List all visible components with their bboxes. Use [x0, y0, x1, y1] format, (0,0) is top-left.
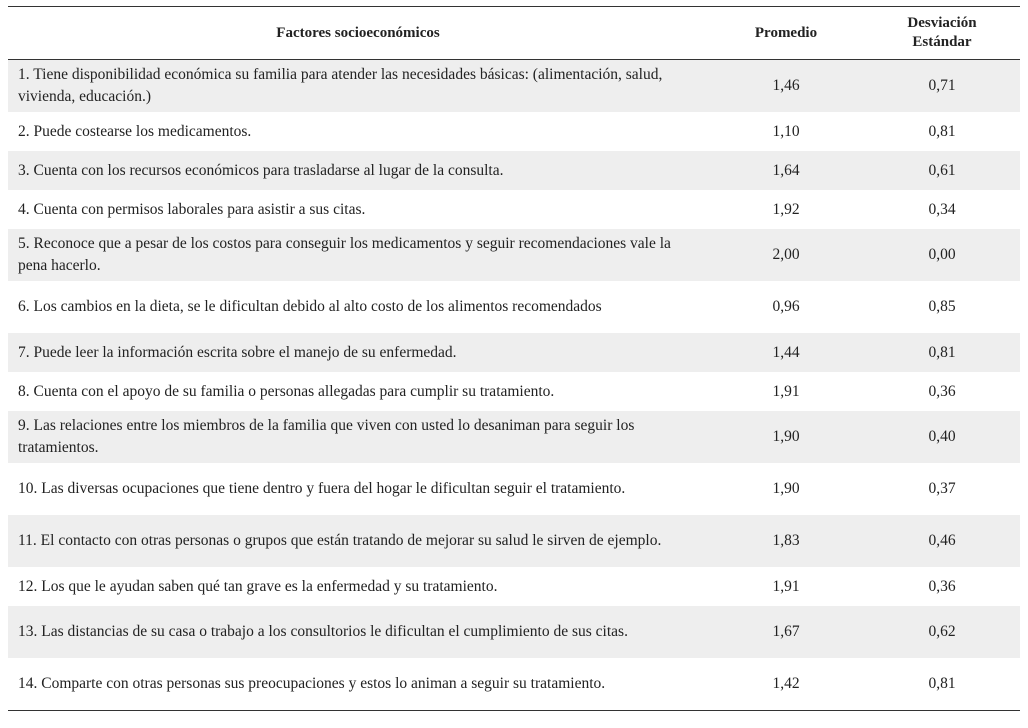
header-row: [8, 7, 1020, 60]
sd-cell: 0,62: [864, 606, 1020, 658]
sd-cell: 0,36: [864, 372, 1020, 411]
table-header: [8, 7, 1020, 60]
sd-cell: 0,61: [864, 151, 1020, 190]
table-row: [8, 112, 1020, 151]
mean-cell: 1,91: [708, 567, 864, 606]
mean-cell: 1,90: [708, 411, 864, 463]
factor-cell: 12. Los que le ayudan saben qué tan grave es la enfermedad y su tratamiento.: [8, 567, 708, 606]
sd-cell: 0,36: [864, 567, 1020, 606]
factor-cell: 7. Puede leer la información escrita sobre el manejo de su enfermedad.: [8, 333, 708, 372]
factor-cell: 11. El contacto con otras personas o grupos que están tratando de mejorar su salud le sirven de ejemplo.: [8, 515, 708, 567]
sd-cell: 0,00: [864, 229, 1020, 281]
sd-cell: 0,46: [864, 515, 1020, 567]
mean-cell: 1,42: [708, 658, 864, 711]
table-row: [8, 658, 1020, 711]
sd-cell: 0,71: [864, 60, 1020, 113]
socioeconomic-factors-table-wrapper: [8, 6, 1020, 711]
mean-cell: 1,64: [708, 151, 864, 190]
factor-cell: 13. Las distancias de su casa o trabajo a los consultorios le dificultan el cumplimiento de sus citas.: [8, 606, 708, 658]
header-mean: Promedio: [708, 7, 864, 60]
header-sd-line2: Estándar: [912, 34, 972, 50]
header-sd-line1: Desviación: [907, 15, 977, 31]
factor-cell: 6. Los cambios en la dieta, se le dificultan debido al alto costo de los alimentos recomendados: [8, 281, 708, 333]
mean-cell: 0,96: [708, 281, 864, 333]
mean-cell: 1,46: [708, 60, 864, 113]
factor-cell: 1. Tiene disponibilidad económica su familia para atender las necesidades básicas: (alimentación, salud, vivienda, educación.): [8, 60, 708, 113]
table-row: [8, 60, 1020, 113]
factor-cell: 5. Reconoce que a pesar de los costos para conseguir los medicamentos y seguir recomendaciones vale la pena hacerlo.: [8, 229, 708, 281]
sd-cell: 0,85: [864, 281, 1020, 333]
factor-cell: 8. Cuenta con el apoyo de su familia o personas allegadas para cumplir su tratamiento.: [8, 372, 708, 411]
factor-cell: 3. Cuenta con los recursos económicos para trasladarse al lugar de la consulta.: [8, 151, 708, 190]
socioeconomic-factors-table: [8, 6, 1020, 711]
table-row: [8, 190, 1020, 229]
table-row: [8, 151, 1020, 190]
mean-cell: 1,44: [708, 333, 864, 372]
mean-cell: 1,92: [708, 190, 864, 229]
factor-cell: 14. Comparte con otras personas sus preocupaciones y estos lo animan a seguir su tratamiento.: [8, 658, 708, 711]
table-row: [8, 333, 1020, 372]
mean-cell: 1,67: [708, 606, 864, 658]
table-row: [8, 411, 1020, 463]
header-factor: Factores socioeconómicos: [8, 7, 708, 60]
table-row: [8, 229, 1020, 281]
mean-cell: 1,83: [708, 515, 864, 567]
mean-cell: 1,10: [708, 112, 864, 151]
sd-cell: 0,34: [864, 190, 1020, 229]
table-row: [8, 567, 1020, 606]
table-row: [8, 515, 1020, 567]
header-standard-deviation: [864, 7, 1020, 60]
mean-cell: 1,91: [708, 372, 864, 411]
sd-cell: 0,81: [864, 112, 1020, 151]
table-body: [8, 60, 1020, 711]
table-row: [8, 463, 1020, 515]
table-row: [8, 281, 1020, 333]
sd-cell: 0,81: [864, 658, 1020, 711]
factor-cell: 10. Las diversas ocupaciones que tiene dentro y fuera del hogar le dificultan seguir el tratamiento.: [8, 463, 708, 515]
sd-cell: 0,81: [864, 333, 1020, 372]
sd-cell: 0,40: [864, 411, 1020, 463]
factor-cell: 2. Puede costearse los medicamentos.: [8, 112, 708, 151]
factor-cell: 9. Las relaciones entre los miembros de la familia que viven con usted lo desaniman para seguir los tratamientos.: [8, 411, 708, 463]
mean-cell: 2,00: [708, 229, 864, 281]
factor-cell: 4. Cuenta con permisos laborales para asistir a sus citas.: [8, 190, 708, 229]
mean-cell: 1,90: [708, 463, 864, 515]
table-row: [8, 606, 1020, 658]
table-row: [8, 372, 1020, 411]
sd-cell: 0,37: [864, 463, 1020, 515]
